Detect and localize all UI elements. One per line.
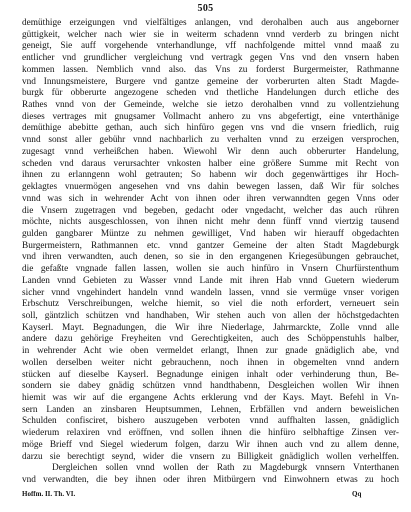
body-text — [22, 18, 399, 487]
text-line: in wehrender Acht wie oben vermeldet erlangt, Ihnen zur gnade gnädiglich abe, vnd — [22, 346, 399, 357]
text-line: darzu sie berechtigt seynd, wider die vnsern zu Billigkeit gnädiglich wollen verhelffen. — [22, 451, 399, 462]
paragraph-start-line: Dergleichen sollen vnnd wollen der Rath zu Magdeburgk vnnsern Vnterthanen — [52, 463, 399, 474]
text-line: güttigkeit, welcher nach wier sie in weiterm schadenn vnnd verderb zu bringen nicht — [22, 29, 399, 40]
text-line: die gefaßte vngnade fallen lassen, wollen sie auch hinfüro in Vnsern Churfürstenthum — [22, 264, 399, 275]
text-line: burgk für obberurte angezogene scheden vnd thetliche Handelungen durch etliche des — [22, 88, 399, 99]
text-line: Kayserl. Mayt. Begnadungen, die Wir ihre Niederlage, Jahrmarckte, Zolle vnnd alle — [22, 322, 399, 333]
text-line: sicher vnnd vngehindert handeln vnnd wandeln lassen, vnnd sie vermüge vnser vorigen — [22, 287, 399, 298]
text-line: Landen vnnd Gebieten zu Wasser vnnd Lande mit ihren Hab vnnd Guetern wiederum — [22, 275, 399, 286]
text-line: geklagtes vnuermögen angesehen vnd vns dahin bewegen lassen, daß Wir für solches — [22, 182, 399, 193]
text-line: stücken auf dieselbe Kayserl. Begnadunge einigen inhalt oder verhinderung thun, Be- — [22, 369, 399, 380]
text-line: soll, gäntzlich schützen vnd handhaben, Wir stehen auch von allen der höchstgedachten — [22, 310, 399, 321]
text-line: scheden vnd daraus verursachter vnkosten halber eine größere Summe mit Recht von — [22, 158, 399, 169]
text-line: möge Brieff vnd Siegel wiederum folgen, darzu Wir ihnen auch vnd zu allem denne, — [22, 439, 399, 450]
text-line: vnd verwandten, die bey ihnen oder ihren Mitbürgern vnd Einwohnern etwas zu hoch — [22, 475, 399, 486]
text-line: vnnd was sich in wehrender Acht von ihnen oder ihren verwanndten gegen Vnns oder — [22, 193, 399, 204]
text-line: Erbschutz Verschreibungen, welche hiemit, so viel die noth erfordert, verneuert sein — [22, 299, 399, 310]
text-line: Schulden confisciret, bishero auszugeben verboten vnnd auffhalten lassen, gnädiglich — [22, 416, 399, 427]
text-line: andere dazu gehörige Freyheiten vnd Gerechtigkeiten, auch des Schöppenstuhls halber, — [22, 334, 399, 345]
text-line: Burgermeistern, Rathmannen etc. vnnd gantzer Gemeine der alten Stadt Magdeburgk — [22, 240, 399, 251]
footer-source-reference: Hoffm. II. Th. VI. — [22, 490, 76, 498]
text-line: wiederum relaxiren vnd eröffnen, vnd sollen ihnen die hinfüro selbhaftige Zinsen ver- — [22, 428, 399, 439]
text-line: vnd ihren verwandten, auch denen, so sie in den ergangenen Kriegesübungen gebrauchet, — [22, 252, 399, 263]
text-line: gulden gangbarer Müntze zu nehmen gewilliget, Vnd haben wir hierauff obgedachten — [22, 228, 399, 239]
text-line: zugesagt vnnd verheißchen haben. Wiewohl Wir denn auch obberurter Handelung, — [22, 146, 399, 157]
page-number: 505 — [197, 3, 214, 14]
footer-signature-mark: Qq — [352, 490, 362, 498]
text-line: ihnen zu erlanngenn wohl getrauten; So habenn wir doch gegenwärttiges ihr Hoch- — [22, 170, 399, 181]
text-line: Rathes vnnd von der Gemeinde, welche sie ietzo derohalben vnnd zu vollentziehung — [22, 100, 399, 111]
text-line: geneigt, Sie auff vorgehende vnterhandlunge, vff nachfolgende mittel vnnd maaß zu — [22, 41, 399, 52]
text-line: demüthige erzeigungen vnd vielfältiges anlangen, vnd derohalben auch aus angeborner — [22, 18, 399, 28]
text-line: dieses vertrages mit gnugsamer Vollmacht anhero zu vns abgefertigt, eine vnterthänige — [22, 111, 399, 122]
text-line: hiemit was wir auf die ergangene Achts erklerung vnd der Kays. Mayt. Befehl in Vn- — [22, 393, 399, 403]
text-line: sondern sie dabey gnädig schützen vnnd handthabenn, Desgleichen wollen Wir ihnen — [22, 381, 399, 392]
text-line: die Vnsern zugetragen vnd begeben, gedacht oder vngedacht, welcher das auch rühren — [22, 205, 399, 216]
text-line: möchte, nichts ausgeschlossen, von ihnen nicht mehr denn fünff vnnd viertzig tausend — [22, 217, 399, 228]
text-line: sern Landen an zinsbaren Heuptsummen, Lehnen, Erbfällen vnd andern beweislichen — [22, 404, 399, 415]
text-line: entlicher vnd grundlicher vergleichung vnd vertragk gegen Vns vnd den vnsern haben — [22, 53, 399, 64]
text-line: vnd Innungsmeistere, Burgere vnd gantze gemeine der vorberurten alten Stadt Magde- — [22, 76, 399, 87]
text-line: vnnd sonst aller gebühr vnnd nachbarlich zu verhalten vnnd zu erzeigen versprochen, — [22, 135, 399, 146]
text-line: demüthige abebitte gethan, auch sich hinfüro gegen vns vnd die vnsern friedlich, ruig — [22, 123, 399, 134]
text-line: kommen lassen. Nemblich vnnd also. das Vns zu forderst Burgermeister, Rathmanne — [22, 64, 399, 75]
page-footer — [22, 489, 399, 499]
text-line: wollen derselben weiter nicht gebrauchenn, noch ihnen in obgemelten vnnd andern — [22, 357, 399, 368]
